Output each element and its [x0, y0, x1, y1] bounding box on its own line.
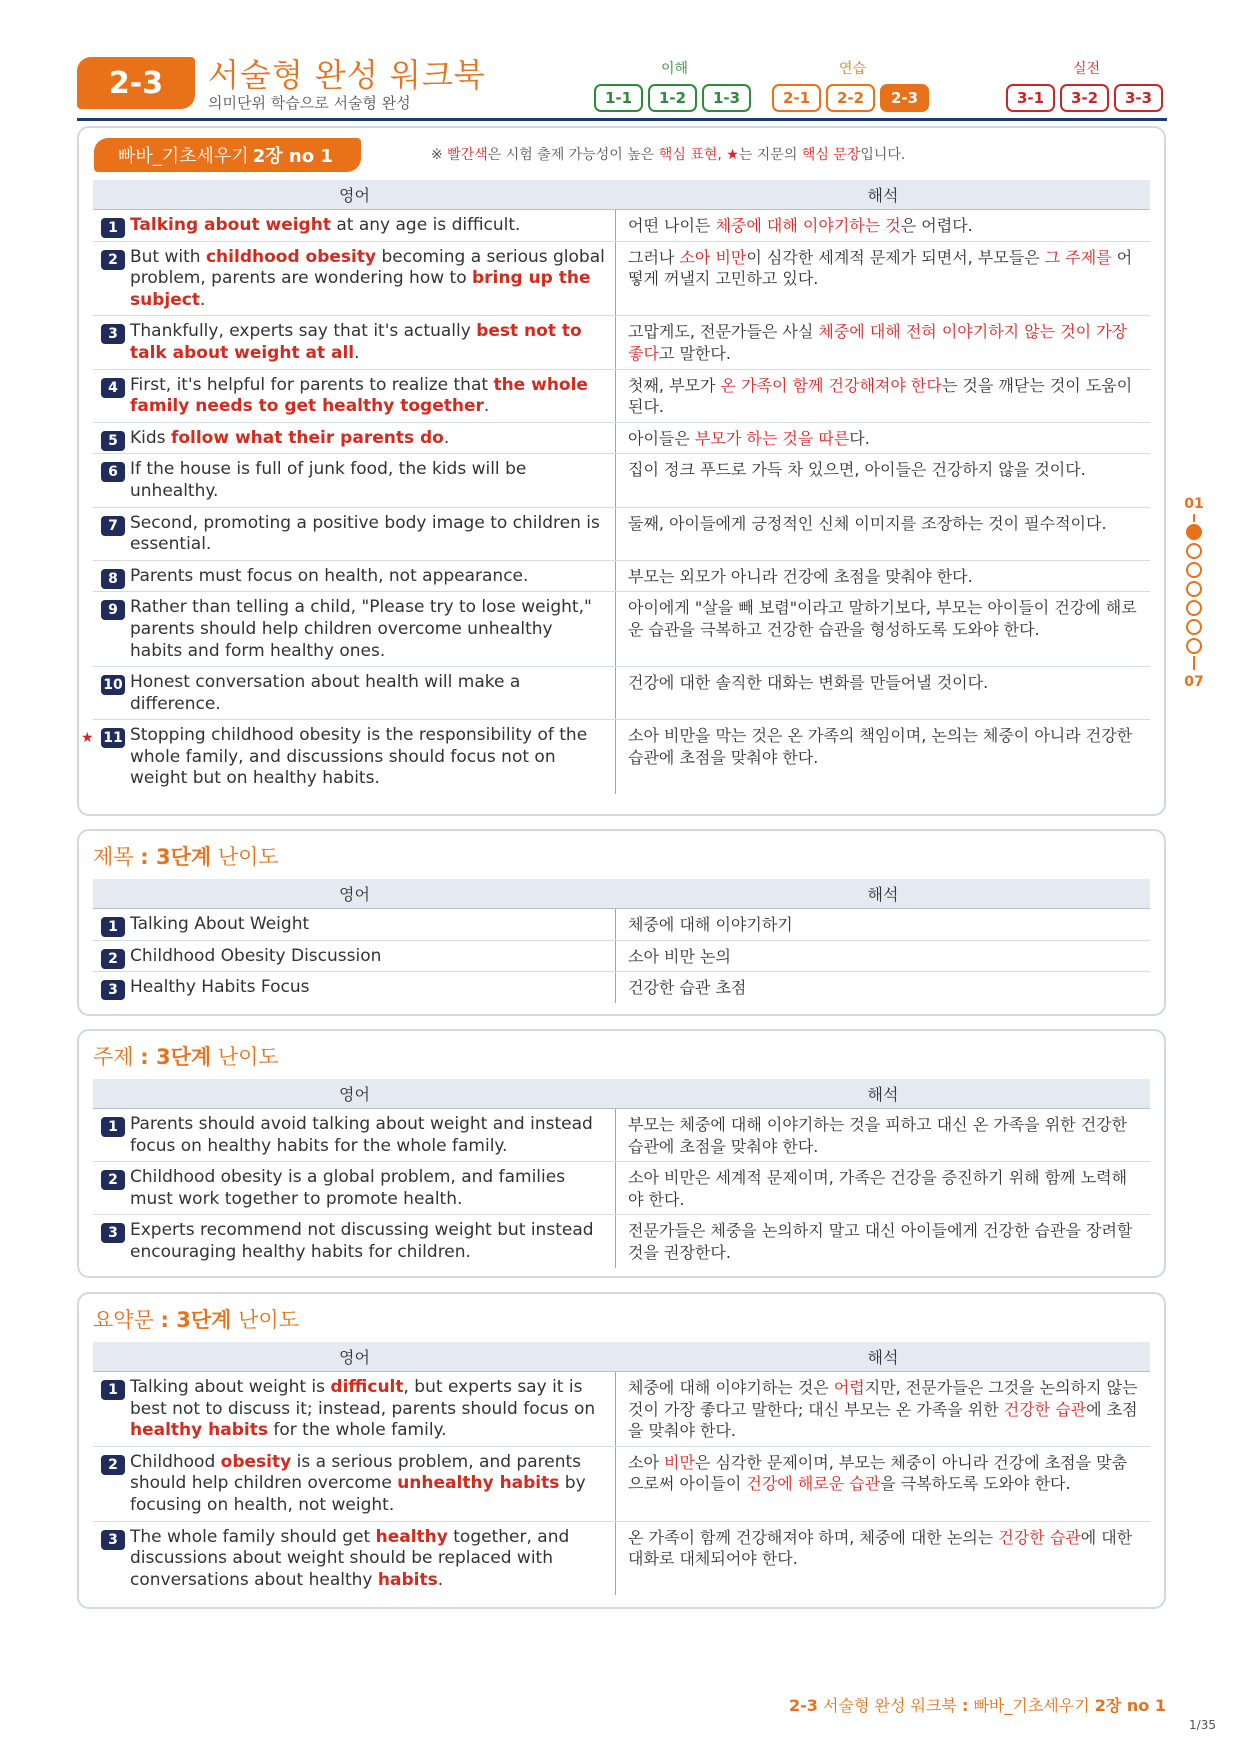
difficulty-label: 난이도	[238, 1308, 299, 1332]
key-expression: obesity	[220, 1451, 292, 1472]
korean-cell	[616, 720, 1150, 794]
page-footer	[789, 1693, 1166, 1716]
sentence-text: Childhood obesity is a global problem, and families must work together to promote health.	[130, 1167, 566, 1209]
key-expression: difficult	[330, 1377, 404, 1397]
note-red-word: 빨간색	[447, 147, 488, 163]
section-heading	[93, 1304, 299, 1334]
level-label: : 3단계	[140, 1045, 212, 1069]
korean-cell	[616, 1215, 1150, 1267]
english-cell	[93, 561, 616, 592]
passage-rows	[81, 210, 1150, 794]
footer-separator: :	[961, 1696, 969, 1715]
nav-start-label: 01	[1184, 496, 1204, 512]
stage-label: 연습	[838, 61, 867, 77]
sentence-text: Thankfully, experts say that it's actually	[130, 321, 477, 342]
sentence-text: , but experts say it is best not to discuss it; instead, parents should focus on	[130, 1377, 596, 1419]
page-dot[interactable]	[1186, 619, 1202, 635]
translation-text: 소아 비만은 세계적 문제이며, 가족은 건강을 증진하기 위해 함께 노력해야 한다.	[628, 1168, 1128, 1209]
translation-text: 소아	[628, 1452, 664, 1472]
translation-text: 어떤 나이든	[628, 216, 716, 235]
table-row	[93, 1109, 1150, 1162]
table-header	[93, 1079, 1150, 1109]
key-translation: 소아 비만	[679, 247, 747, 267]
footer-code: 2-3	[789, 1696, 818, 1715]
translation-text: 에 초점을 맞춰야 한다.	[628, 1399, 1138, 1441]
key-translation: 비만	[664, 1452, 695, 1472]
sentence-number-badge: 4	[101, 378, 125, 398]
summary-rows	[93, 1372, 1150, 1595]
key-translation: 건강에 해로운 습관	[746, 1474, 881, 1494]
title-panel	[77, 829, 1166, 1016]
translation-text: 지만, 전문가들은 그것을 논의하지 않는 것이 가장 좋다고 말한다; 대신 부모는 온 가족을 위한	[628, 1378, 1138, 1419]
column-header-korean: 해석	[867, 1085, 899, 1104]
section-heading	[93, 1041, 279, 1071]
korean-cell	[616, 1162, 1150, 1214]
stage-1-1-button[interactable]: 1-1	[594, 84, 643, 112]
page-dot[interactable]	[1186, 638, 1202, 654]
table-row	[93, 909, 1150, 941]
sentence-number-badge: 10	[101, 675, 125, 695]
english-cell	[93, 972, 616, 1003]
sentence-text: together, and discussions about weight should be replaced with conversations about healthy	[130, 1526, 570, 1590]
translation-text: 전문가들은 체중을 논의하지 말고 대신 아이들에게 건강한 습관을 장려할 것을 권장한다.	[628, 1221, 1133, 1262]
sentence-text: for the whole family.	[267, 1420, 447, 1441]
sentence-text: Talking About Weight	[130, 914, 310, 934]
english-cell	[93, 1109, 616, 1161]
translation-text: 체중에 대해 이야기하기	[628, 915, 793, 934]
korean-cell	[616, 561, 1150, 592]
table-row	[93, 1162, 1150, 1215]
translation-text: 어떻게 꺼낼지 고민하고 있다.	[628, 247, 1133, 289]
sentence-text: .	[443, 427, 450, 448]
korean-cell	[616, 909, 1150, 940]
heading-label: 제목	[93, 845, 134, 869]
korean-cell	[616, 370, 1150, 422]
table-row	[93, 210, 1150, 242]
column-header-korean: 해석	[867, 186, 899, 205]
sentence-text: But with	[130, 246, 206, 267]
table-row	[93, 242, 1150, 317]
key-expression: the whole family needs to get healthy together	[130, 374, 588, 417]
english-cell	[93, 316, 616, 368]
translation-text: 건강한 습관 초점	[628, 978, 747, 998]
theme-table	[93, 1079, 1150, 1268]
sentence-number-badge: 3	[101, 980, 125, 1000]
key-translation: 부모가 하는 것을 따른	[694, 428, 850, 448]
sentence-text: .	[483, 396, 490, 417]
sentence-number-badge: 9	[101, 600, 125, 620]
stage-label: 이해	[660, 61, 689, 77]
page-dot[interactable]	[1186, 543, 1202, 559]
stage-1-3-button[interactable]: 1-3	[702, 84, 751, 112]
key-translation: 온 가족이 함께 건강해져야 한다	[720, 375, 942, 395]
workbook-title: 서술형 완성 워크북	[208, 56, 486, 94]
english-cell	[81, 720, 616, 794]
translation-text: 그러나	[628, 247, 680, 267]
translation-text: 고 말한다.	[658, 343, 731, 363]
table-header	[93, 1342, 1150, 1372]
sentence-number-badge: 1	[101, 218, 125, 238]
sentence-number-badge: 2	[101, 1455, 125, 1475]
summary-panel	[77, 1292, 1166, 1609]
passage-panel	[77, 126, 1166, 816]
translation-text: 부모는 외모가 아니라 건강에 초점을 맞춰야 한다.	[628, 566, 973, 586]
english-cell	[93, 1372, 616, 1446]
column-header-korean: 해석	[867, 885, 899, 904]
translation-text: 고맙게도, 전문가들은 사실	[628, 322, 819, 342]
english-cell	[93, 592, 616, 666]
translation-text: 은 심각한 문제이며, 부모는 체중이 아니라 건강에 초점을 맞춤으로써 아이들이	[628, 1452, 1128, 1494]
sentence-text: becoming a serious global problem, parents are wondering how to	[130, 246, 605, 289]
table-row	[93, 1215, 1150, 1267]
sentence-number-badge: 5	[101, 431, 125, 451]
english-cell	[93, 210, 616, 241]
page-dot[interactable]	[1186, 581, 1202, 597]
sentence-text: .	[437, 1569, 444, 1590]
page-number: 1/35	[1189, 1718, 1216, 1732]
translation-text: 둘째, 아이들에게 긍정적인 신체 이미지를 조장하는 것이 필수적이다.	[628, 513, 1107, 533]
table-row	[93, 370, 1150, 423]
sentence-number-badge: 6	[101, 462, 125, 482]
sentence-text: Childhood	[130, 1451, 221, 1472]
key-translation: 체중에 대해 전혀 이야기하지 않는 것이 가장 좋다	[628, 322, 1128, 363]
key-expression: bring up the subject	[130, 268, 591, 310]
header-divider	[77, 118, 1167, 121]
sentence-text: Childhood Obesity Discussion	[130, 945, 382, 966]
sentence-text: Parents must focus on health, not appearance.	[130, 565, 529, 586]
sentence-text: .	[354, 342, 360, 363]
sentence-number-badge: 3	[101, 1530, 125, 1550]
korean-cell	[616, 972, 1150, 1003]
korean-cell	[616, 1522, 1150, 1596]
table-row	[93, 561, 1150, 593]
korean-cell	[616, 508, 1150, 560]
page-dot[interactable]	[1186, 562, 1202, 578]
note-text: 는 지문의	[738, 147, 798, 163]
key-translation: 어렵	[833, 1378, 865, 1397]
sentence-number-badge: 1	[101, 917, 125, 937]
english-cell	[93, 242, 616, 316]
lesson-badge: 2-3	[77, 57, 195, 109]
note-text: 은 시험 출제 가능성이 높은	[487, 147, 655, 163]
table-row	[93, 1372, 1150, 1447]
english-cell	[93, 370, 616, 422]
table-row	[93, 316, 1150, 369]
sentence-text: Talking about weight is	[130, 1377, 331, 1397]
stage-2-2-button[interactable]: 2-2	[826, 84, 875, 112]
sentence-number-badge: 2	[101, 250, 125, 270]
footer-book: 빠바_기초세우기	[973, 1696, 1090, 1715]
stage-1-2-button[interactable]: 1-2	[648, 84, 697, 112]
sentence-text: Healthy Habits Focus	[130, 977, 310, 998]
sentence-text: If the house is full of junk food, the kids will be unhealthy.	[130, 459, 527, 501]
english-cell	[93, 423, 616, 454]
stage-2-3-button[interactable]: 2-3	[880, 84, 929, 112]
column-header-korean: 해석	[867, 1348, 899, 1367]
page-dot[interactable]	[1186, 600, 1202, 616]
korean-cell	[616, 667, 1150, 719]
key-expression: follow what their parents do	[170, 427, 444, 448]
translation-text: 은 어렵다.	[900, 216, 973, 235]
difficulty-label: 난이도	[217, 1045, 279, 1069]
title-table	[93, 879, 1150, 1003]
level-label: : 3단계	[160, 1308, 232, 1332]
level-label: : 3단계	[140, 845, 212, 869]
translation-text: 이 심각한 세계적 문제가 되면서, 부모들은	[746, 247, 1045, 267]
sentence-text: .	[199, 289, 206, 310]
table-header	[93, 879, 1150, 909]
sentence-text: Experts recommend not discussing weight but instead encouraging healthy habits for children.	[130, 1220, 594, 1262]
stage-3-2-button[interactable]: 3-2	[1060, 84, 1109, 112]
column-header-english: 영어	[339, 1348, 370, 1367]
column-header-english: 영어	[339, 885, 370, 904]
difficulty-label: 난이도	[217, 845, 279, 869]
sentence-text: Honest conversation about health will make a difference.	[130, 672, 521, 714]
table-row	[81, 720, 1150, 794]
table-row	[93, 941, 1150, 973]
korean-cell	[616, 423, 1150, 454]
english-cell	[93, 508, 616, 560]
chapter-tag	[94, 138, 361, 172]
table-row	[93, 667, 1150, 720]
note-text: ,	[717, 147, 727, 163]
theme-panel	[77, 1029, 1166, 1278]
sentence-text: First, it's helpful for parents to realize that	[130, 374, 494, 395]
translation-text: 는 것을 깨닫는 것이 도움이 된다.	[628, 375, 1133, 417]
note-key-sentence: 핵심 문장	[801, 147, 861, 163]
translation-text: 첫째, 부모가	[628, 375, 721, 395]
sentence-text: is a serious problem, and parents should help children overcome	[130, 1451, 581, 1494]
stage-3-1-button[interactable]: 3-1	[1006, 84, 1055, 112]
sentence-number-badge: 3	[101, 1223, 125, 1243]
english-cell	[93, 1447, 616, 1521]
chapter-label: 2장 no 1	[252, 146, 333, 167]
key-translation: 건강한 습관	[998, 1527, 1081, 1547]
translation-text: 다.	[849, 428, 870, 448]
key-expression: Talking about weight	[130, 215, 331, 235]
title-rows	[93, 909, 1150, 1003]
sentence-text: Second, promoting a positive body image to children is essential.	[130, 512, 600, 555]
english-cell	[93, 1215, 616, 1267]
korean-cell	[616, 592, 1150, 666]
translation-text: 건강에 대한 솔직한 대화는 변화를 만들어낼 것이다.	[628, 673, 989, 693]
korean-cell	[616, 1109, 1150, 1161]
sentence-number-badge: 2	[101, 949, 125, 969]
stage-label: 실전	[1072, 61, 1101, 77]
sentence-text: Rather than telling a child, "Please try to lose weight," parents should help children overcome unhealthy habits and form healthy ones.	[130, 597, 592, 661]
page-progress-nav	[1182, 496, 1206, 696]
key-translation: 체중에 대해 이야기하는 것	[715, 216, 901, 235]
translation-text: 소아 비만 논의	[628, 946, 731, 966]
korean-cell	[616, 316, 1150, 368]
translation-text: 아이들은	[628, 428, 695, 448]
english-cell	[93, 667, 616, 719]
sentence-number-badge: 1	[101, 1117, 125, 1137]
note-mark: ※	[431, 147, 443, 163]
table-row	[93, 454, 1150, 507]
heading-label: 주제	[93, 1045, 134, 1069]
sentence-number-badge: 3	[101, 324, 125, 344]
translation-text: 에 대한 대화로 대체되어야 한다.	[628, 1527, 1133, 1569]
table-row	[93, 1522, 1150, 1596]
table-row	[93, 508, 1150, 561]
translation-text: 부모는 체중에 대해 이야기하는 것을 피하고 대신 온 가족을 위한 건강한 습관에 초점을 맞춰야 한다.	[628, 1115, 1128, 1156]
english-cell	[93, 1522, 616, 1596]
korean-cell	[616, 1447, 1150, 1521]
star-icon: ★	[81, 730, 94, 747]
heading-label: 요약문	[93, 1308, 154, 1332]
table-row	[93, 423, 1150, 455]
korean-cell	[616, 454, 1150, 506]
stage-3-3-button[interactable]: 3-3	[1114, 84, 1163, 112]
star-icon: ★	[726, 147, 739, 163]
page-dot[interactable]	[1186, 524, 1202, 540]
korean-cell	[616, 242, 1150, 316]
column-header-english: 영어	[339, 186, 370, 205]
sentence-text: by focusing on health, not weight.	[130, 1473, 586, 1515]
book-name: 빠바_기초세우기	[118, 146, 249, 167]
english-cell	[93, 909, 616, 940]
sentence-number-badge: 1	[101, 1380, 125, 1400]
table-row	[93, 1447, 1150, 1522]
translation-text: 아이에게 "살을 빼 보렴"이라고 말하기보다, 부모는 아이들이 건강에 해로운 습관을 극복하고 건강한 습관을 형성하도록 도와야 한다.	[628, 598, 1137, 639]
key-expression: unhealthy habits	[397, 1473, 560, 1494]
sentence-text: Stopping childhood obesity is the responsibility of the whole family, and discussions should focus not on weight but on healthy habits.	[130, 725, 588, 789]
korean-cell	[616, 941, 1150, 972]
table-row	[93, 972, 1150, 1003]
key-expression: childhood obesity	[205, 246, 377, 267]
workbook-subtitle: 의미단위 학습으로 서술형 완성	[208, 94, 411, 112]
translation-text: 집이 정크 푸드로 가득 차 있으면, 아이들은 건강하지 않을 것이다.	[628, 460, 1086, 480]
sentence-text: Parents should avoid talking about weight and instead focus on healthy habits for the whole family.	[130, 1114, 593, 1156]
translation-text: 을 극복하도록 도와야 한다.	[880, 1474, 1071, 1494]
sentence-number-badge: 7	[101, 516, 125, 536]
note-text: 입니다.	[860, 147, 906, 163]
footer-title: 서술형 완성 워크북	[823, 1696, 957, 1715]
english-cell	[93, 941, 616, 972]
key-translation: 그 주제를	[1044, 247, 1112, 267]
key-expression: healthy habits	[130, 1420, 268, 1441]
korean-cell	[616, 1372, 1150, 1446]
table-header	[93, 180, 1150, 210]
column-header-english: 영어	[339, 1085, 370, 1104]
key-translation: 건강한 습관	[1003, 1399, 1087, 1419]
page-header	[77, 50, 1167, 125]
passage-table	[81, 180, 1150, 794]
sentence-number-badge: 11	[101, 728, 125, 748]
key-expression: best not to talk about weight at all	[130, 321, 582, 363]
legend-note	[431, 144, 905, 164]
korean-cell	[616, 210, 1150, 241]
nav-line	[1193, 514, 1195, 522]
sentence-text: at any age is difficult.	[330, 215, 521, 235]
sentence-number-badge: 2	[101, 1170, 125, 1190]
footer-chapter: 2장 no 1	[1094, 1696, 1166, 1715]
english-cell	[93, 1162, 616, 1214]
sentence-number-badge: 8	[101, 569, 125, 589]
key-expression: habits	[377, 1569, 438, 1590]
key-expression: healthy	[375, 1526, 448, 1547]
nav-line	[1193, 656, 1195, 670]
stage-2-1-button[interactable]: 2-1	[772, 84, 821, 112]
nav-end-label: 07	[1184, 674, 1204, 690]
sentence-text: Kids	[130, 427, 171, 448]
section-heading	[93, 841, 279, 871]
translation-text: 소아 비만을 막는 것은 온 가족의 책임이며, 논의는 체중이 아니라 건강한 습관에 초점을 맞춰야 한다.	[628, 726, 1133, 767]
note-key-expression: 핵심 표현	[658, 147, 718, 163]
sentence-text: The whole family should get	[130, 1526, 376, 1547]
theme-rows	[93, 1109, 1150, 1268]
english-cell	[93, 454, 616, 506]
summary-table	[93, 1342, 1150, 1595]
translation-text: 체중에 대해 이야기하는 것은	[628, 1378, 834, 1397]
table-row	[93, 592, 1150, 667]
translation-text: 온 가족이 함께 건강해져야 하며, 체중에 대한 논의는	[628, 1527, 999, 1547]
